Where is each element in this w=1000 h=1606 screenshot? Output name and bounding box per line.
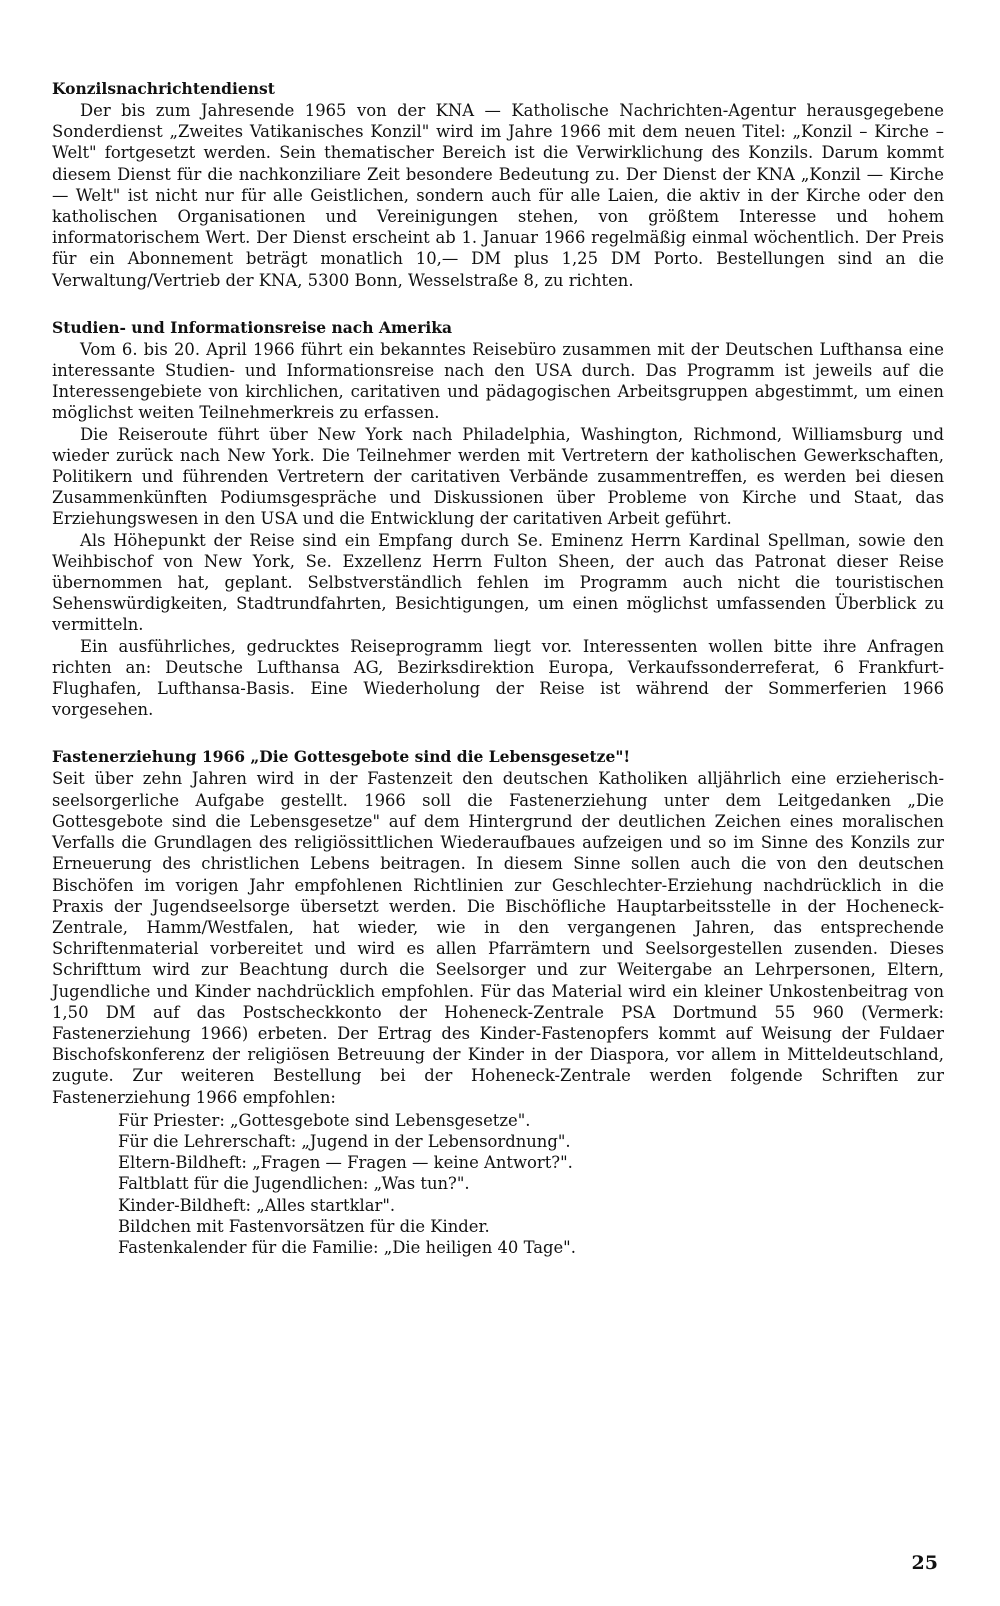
section-studienreise-amerika — [52, 317, 944, 721]
paragraph: Vom 6. bis 20. April 1966 führt ein bekanntes Reisebüro zusammen mit der Deutschen Lufthansa eine interessante Studien- und Informationsreise nach den USA durch. Das Programm ist jeweils auf die Interessengebiete von kirchlichen, caritativen und pädagogischen Arbeitsgruppen abgestimmt, um einen möglichst weiten Teilnehmerkreis zu erfassen. — [52, 339, 944, 423]
list-item: Fastenkalender für die Familie: „Die heiligen 40 Tage". — [118, 1237, 576, 1257]
page-number: 25 — [911, 1552, 938, 1574]
paragraph: Der bis zum Jahresende 1965 von der KNA — Katholische Nachrichten-Agentur herausgegebene Sonderdienst „Zweites Vatikanisches Konzil" wird im Jahre 1966 mit dem neuen Titel: „Konzil – Kirche – Welt" fortgesetzt werden. Sein thematischer Bereich ist die Verwirklichung des Konzils. Darum kommt diesem Dienst für die nachkonziliare Zeit besondere Bedeutung zu. Der Dienst der KNA „Konzil — Kirche — Welt" ist nicht nur für alle Geistlichen, sondern auch für alle Laien, die aktiv in der Kirche oder den katholischen Organisationen und Vereinigungen stehen, von größtem Interesse und hohem informatorischem Wert. Der Dienst erscheint ab 1. Januar 1966 regelmäßig einmal wöchentlich. Der Preis für ein Abonnement beträgt monatlich 10,— DM plus 1,25 DM Porto. Bestellungen sind an die Verwaltung/Vertrieb der KNA, 5300 Bonn, Wesselstraße 8, zu richten. — [52, 101, 944, 290]
paragraph: Seit über zehn Jahren wird in der Fastenzeit den deutschen Katholiken alljährlich eine erzieherisch-seelsorgerliche Aufgabe gestellt. 1966 soll die Fastenerziehung unter dem Leitgedanken „Die Gottesgebote sind die Lebensgesetze" auf dem Hintergrund der deutlichen Zeichen eines moralischen Verfalls die Grundlagen des religiössittlichen Wiederaufbaues aufzeigen und so im Sinne des Konzils zur Erneuerung des christlichen Lebens beitragen. In diesem Sinne sollen auch die von den deutschen Bischöfen im vorigen Jahr empfohlenen Richtlinien zur Geschlechter-Erziehung nachdrücklich in die Praxis der Jugendseelsorge übersetzt werden. Die Bischöfliche Hauptarbeitsstelle in der Hocheneck-Zentrale, Hamm/Westfalen, hat wieder, wie in den vergangenen Jahren, das entsprechende Schriftenmaterial vorbereitet und wird es allen Pfarrämtern und Seelsorgestellen zusenden. Dieses Schrifttum wird zur Beachtung durch die Seelsorger und zur Weitergabe an Lehrpersonen, Eltern, Jugendliche und Kinder nachdrücklich empfohlen. Für das Material wird ein kleiner Unkostenbeitrag von 1,50 DM auf das Postscheckkonto der Hoheneck-Zentrale PSA Dortmund 55 960 (Vermerk: Fastenerziehung 1966) erbeten. Der Ertrag des Kinder-Fastenopfers kommt auf Weisung der Fuldaer Bischofskonferenz der religiösen Betreuung der Kinder in der Diaspora, vor allem in Mitteldeutschland, zugute. Zur weiteren Bestellung bei der Hoheneck-Zentrale werden folgende Schriften zur Fastenerziehung 1966 empfohlen: — [52, 769, 944, 1107]
paragraph: Als Höhepunkt der Reise sind ein Empfang durch Se. Eminenz Herrn Kardinal Spellman, sowie den Weihbischof von New York, Se. Exzellenz Herrn Fulton Sheen, der auch das Patronat dieser Reise übernommen hat, geplant. Selbstverständlich fehlen im Programm auch nicht die touristischen Sehenswürdigkeiten, Stadtrundfahrten, Besichtigungen, um einen möglichst umfassenden Überblick zu vermitteln. — [52, 530, 944, 635]
list-item: Bildchen mit Fastenvorsätzen für die Kinder. — [118, 1216, 490, 1236]
list-item: Für Priester: „Gottesgebote sind Lebensgesetze". — [118, 1110, 531, 1130]
list-item: Kinder-Bildheft: „Alles startklar". — [118, 1195, 396, 1215]
section-heading: Studien- und Informationsreise nach Amerika — [52, 317, 453, 337]
paragraph: Ein ausführliches, gedrucktes Reiseprogramm liegt vor. Interessenten wollen bitte ihre Anfragen richten an: Deutsche Lufthansa AG, Bezirksdirektion Europa, Verkaufssonderreferat, 6 Frankfurt-Flughafen, Lufthansa-Basis. Eine Wiederholung der Reise ist während der Sommerferien 1966 vorgesehen. — [52, 636, 944, 720]
recommended-publications-list — [118, 1110, 944, 1258]
section-heading: Konzilsnachrichtendienst — [52, 79, 275, 98]
section-fastenerziehung — [52, 746, 944, 1258]
section-heading: Fastenerziehung 1966 „Die Gottesgebote sind die Lebensgesetze"! — [52, 747, 631, 767]
list-item: Faltblatt für die Jugendlichen: „Was tun?". — [118, 1174, 470, 1194]
list-item: Eltern-Bildheft: „Fragen — Fragen — keine Antwort?". — [118, 1153, 573, 1173]
section-konzilsnachrichtendienst — [52, 78, 944, 291]
document-page — [52, 78, 944, 1284]
paragraph: Die Reiseroute führt über New York nach Philadelphia, Washington, Richmond, Williamsburg und wieder zurück nach New York. Die Teilnehmer werden mit Vertretern der katholischen Gewerkschaften, Politikern und führenden Vertretern der caritativen Verbände zusammentreffen, es werden bei diesen Zusammenkünften Podiumsgespräche und Diskussionen über Probleme von Kirche und Staat, das Erziehungswesen in den USA und die Entwicklung der caritativen Arbeit geführt. — [52, 424, 944, 529]
list-item: Für die Lehrerschaft: „Jugend in der Lebensordnung". — [118, 1131, 571, 1151]
